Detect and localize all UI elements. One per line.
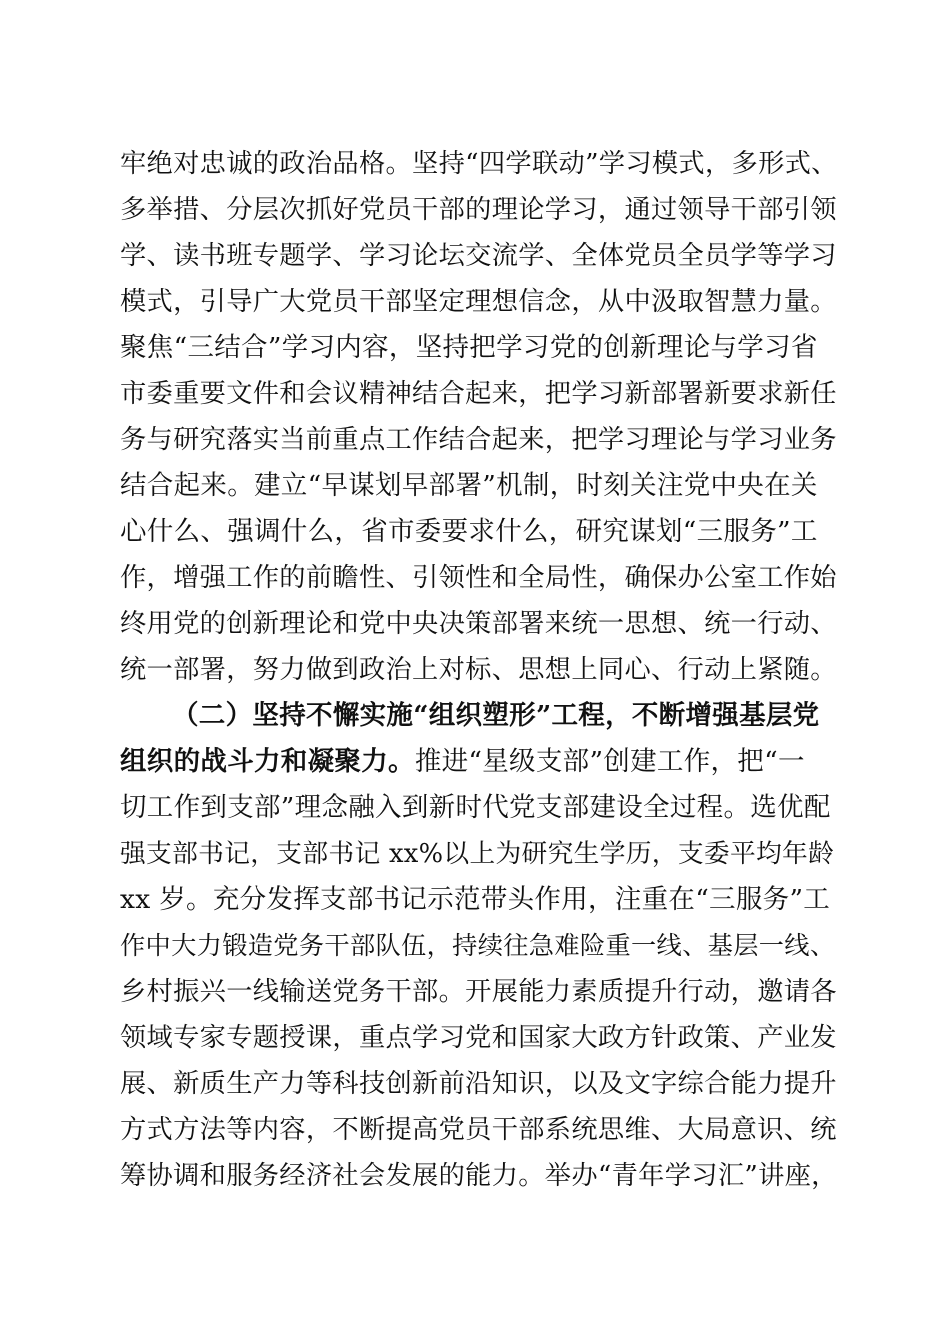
paragraph-line: 方式方法等内容，不断提高党员干部系统思维、大局意识、统 [120, 1115, 837, 1145]
paragraph-line: 学、读书班专题学、学习论坛交流学、全体党员全员学等学习 [120, 241, 837, 271]
paragraph-line: 心什么、强调什么，省市委要求什么，研究谋划“三服务”工 [120, 516, 818, 547]
paragraph-line: 领域专家专题授课，重点学习党和国家大政方针政策、产业发 [120, 1023, 837, 1053]
section-heading-continuation [120, 744, 805, 780]
paragraph-line: 筹协调和服务经济社会发展的能力。举办“青年学习汇”讲座， [120, 1161, 838, 1191]
paragraph-line: 多举措、分层次抓好党员干部的理论学习，通过领导干部引领 [120, 195, 837, 225]
paragraph-text: 推进“星级支部”创建工作，把“一 [414, 746, 805, 777]
paragraph-line: xx 岁。充分发挥支部书记示范带头作用，注重在“三服务”工 [120, 884, 831, 915]
paragraph-line: 切工作到支部”理念融入到新时代党支部建设全过程。选优配 [120, 792, 831, 823]
paragraph-line: 作中大力锻造党务干部队伍，持续往急难险重一线、基层一线、 [120, 931, 836, 960]
paragraph-line: 乡村振兴一线输送党务干部。开展能力素质提升行动，邀请各 [120, 977, 837, 1007]
paragraph-line: 作，增强工作的前瞻性、引领性和全局性，确保办公室工作始 [120, 563, 837, 593]
paragraph-line: 强支部书记，支部书记 xx%以上为研究生学历，支委平均年龄 [120, 839, 835, 869]
paragraph-line: 终用党的创新理论和党中央决策部署来统一思想、统一行动、 [120, 609, 837, 639]
section-heading-tail: 组织的战斗力和凝聚力。 [120, 746, 415, 777]
paragraph-line: 展、新质生产力等科技创新前沿知识，以及文字综合能力提升 [120, 1069, 837, 1099]
paragraph-line: 牢绝对忠诚的政治品格。坚持“四学联动”学习模式，多形式、 [120, 149, 838, 179]
paragraph-line: 模式，引导广大党员干部坚定理想信念，从中汲取智慧力量。 [120, 287, 837, 317]
section-heading: （二）坚持不懈实施“组织塑形”工程，不断增强基层党 [172, 700, 820, 731]
paragraph-line: 结合起来。建立“早谋划早部署”机制，时刻关注党中央在关 [120, 470, 818, 501]
paragraph-line: 聚焦“三结合”学习内容，坚持把学习党的创新理论与学习省 [120, 332, 818, 363]
paragraph-line: 市委重要文件和会议精神结合起来，把学习新部署新要求新任 [120, 379, 837, 409]
paragraph-line: 务与研究落实当前重点工作结合起来，把学习理论与学习业务 [120, 425, 837, 455]
paragraph-line: 统一部署，努力做到政治上对标、思想上同心、行动上紧随。 [120, 655, 837, 685]
